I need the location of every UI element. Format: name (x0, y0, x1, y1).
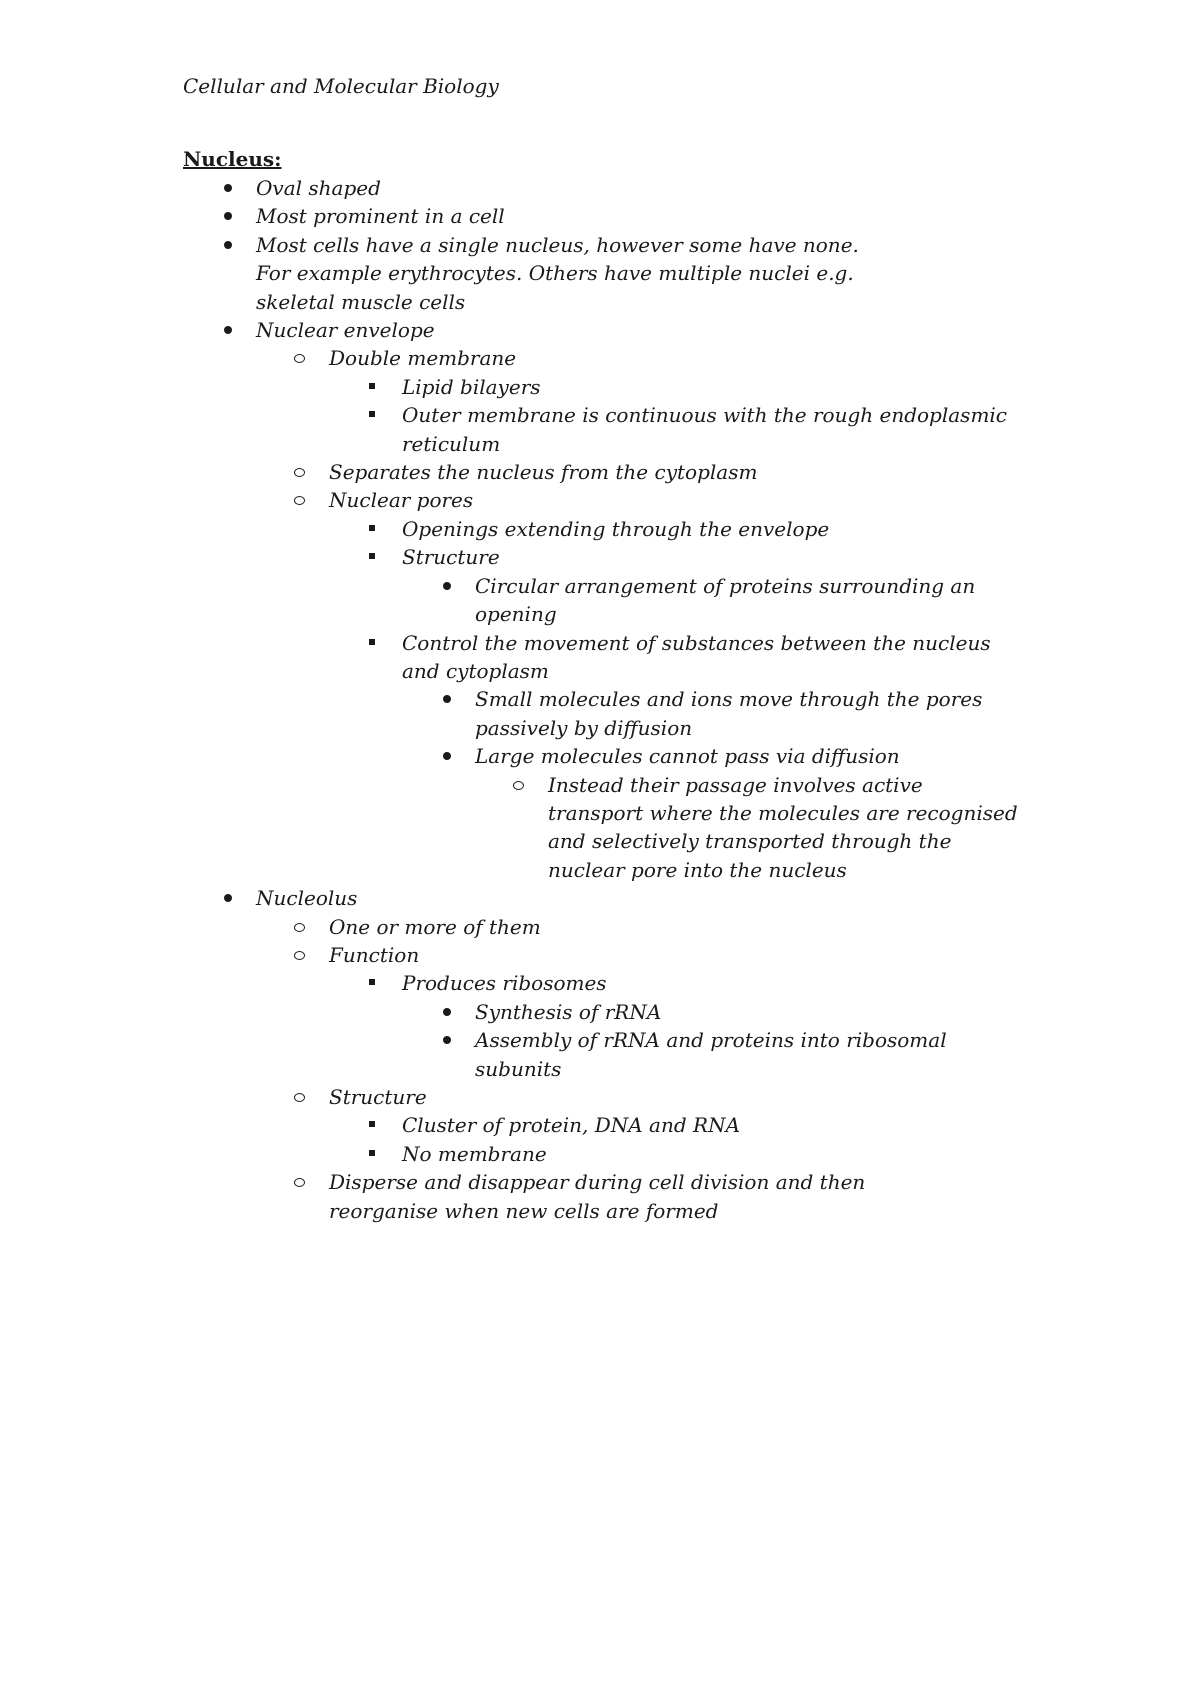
list-item-level-3 (402, 629, 1012, 686)
list-item-text: One or more of them (329, 914, 541, 939)
list-item-text: Structure (402, 545, 500, 570)
square-bullet-icon (366, 401, 386, 429)
list-item-text: Cluster of protein, DNA and RNA (402, 1113, 741, 1138)
list-item-level-4 (475, 1026, 1020, 1083)
circle-bullet-icon (293, 1168, 313, 1196)
bullet-outline (0, 174, 1200, 1225)
circle-bullet-icon (293, 458, 313, 486)
list-item-text: Outer membrane is continuous with the rough endoplasmic reticulum (402, 403, 1008, 456)
list-item-level-4 (475, 998, 1020, 1026)
list-item-level-1 (256, 884, 896, 912)
disc-bullet-icon (220, 884, 240, 912)
list-item-text: Assembly of rRNA and proteins into ribosomal subunits (475, 1028, 947, 1081)
list-item-text: Circular arrangement of proteins surrounding an opening (475, 573, 976, 627)
list-item-text: Separates the nucleus from the cytoplasm (329, 460, 758, 485)
disc-bullet-icon (439, 998, 459, 1026)
list-item-text: Most prominent in a cell (256, 204, 505, 229)
list-item-text: Oval shaped (256, 176, 381, 200)
list-item-level-4 (475, 685, 1020, 742)
list-item-text: Control the movement of substances between the nucleus and cytoplasm (402, 630, 991, 683)
list-item-level-5 (548, 771, 1023, 885)
disc-bullet-icon (439, 1026, 459, 1054)
disc-bullet-icon (439, 572, 459, 600)
list-item-text: Small molecules and ions move through the pores passively by diffusion (475, 687, 983, 740)
list-item-text: Double membrane (329, 346, 517, 371)
list-item-level-2 (329, 1083, 949, 1111)
disc-bullet-icon (220, 231, 240, 259)
list-item-level-1 (256, 174, 896, 202)
list-item-text: Function (329, 942, 420, 967)
section-title: Nucleus: (183, 147, 282, 171)
list-item-level-2 (329, 486, 949, 514)
list-item-level-1 (256, 202, 896, 230)
square-bullet-icon (366, 373, 386, 401)
list-item-text: Instead their passage involves active transport where the molecules are recognised and selectively transported through the nuclear pore into the nucleus (548, 772, 1018, 882)
list-item-level-3 (402, 1140, 1012, 1168)
page-header: Cellular and Molecular Biology (183, 74, 499, 98)
square-bullet-icon (366, 515, 386, 543)
list-item-text: Nucleolus (256, 886, 358, 911)
list-item-level-1 (256, 231, 896, 316)
square-bullet-icon (366, 969, 386, 997)
list-item-level-4 (475, 572, 1020, 629)
list-item-level-2 (329, 344, 949, 372)
list-item-text: Disperse and disappear during cell division and then reorganise when new cells are formed (329, 1170, 866, 1223)
list-item-level-1 (256, 316, 896, 344)
list-item-level-3 (402, 1111, 1012, 1139)
list-item-level-2 (329, 1168, 949, 1225)
list-item-level-3 (402, 543, 1012, 571)
list-item-text: Nuclear envelope (256, 318, 435, 343)
circle-bullet-icon (512, 771, 532, 799)
circle-bullet-icon (293, 1083, 313, 1111)
square-bullet-icon (366, 543, 386, 571)
disc-bullet-icon (220, 174, 240, 202)
list-item-text: Nuclear pores (329, 488, 474, 513)
list-item-level-3 (402, 373, 1012, 401)
disc-bullet-icon (220, 316, 240, 344)
circle-bullet-icon (293, 941, 313, 969)
circle-bullet-icon (293, 913, 313, 941)
list-item-text: Synthesis of rRNA (475, 999, 662, 1024)
list-item-level-3 (402, 969, 1012, 997)
list-item-text: Produces ribosomes (402, 971, 607, 996)
list-item-level-3 (402, 515, 1012, 543)
disc-bullet-icon (439, 685, 459, 713)
list-item-text: Structure (329, 1085, 427, 1109)
list-item-level-2 (329, 458, 949, 486)
list-item-text: Most cells have a single nucleus, however some have none. For example erythrocytes. Others have multiple nuclei e.g. skeletal muscle cells (256, 232, 859, 314)
list-item-text: Lipid bilayers (402, 374, 541, 399)
list-item-level-2 (329, 913, 949, 941)
list-item-level-2 (329, 941, 949, 969)
disc-bullet-icon (220, 202, 240, 230)
square-bullet-icon (366, 629, 386, 657)
list-item-level-4 (475, 742, 1020, 770)
circle-bullet-icon (293, 486, 313, 514)
list-item-text: No membrane (402, 1141, 547, 1166)
list-item-level-3 (402, 401, 1012, 458)
disc-bullet-icon (439, 742, 459, 770)
square-bullet-icon (366, 1140, 386, 1168)
list-item-text: Openings extending through the envelope (402, 516, 830, 541)
circle-bullet-icon (293, 344, 313, 372)
list-item-text: Large molecules cannot pass via diffusion (475, 744, 900, 769)
square-bullet-icon (366, 1111, 386, 1139)
